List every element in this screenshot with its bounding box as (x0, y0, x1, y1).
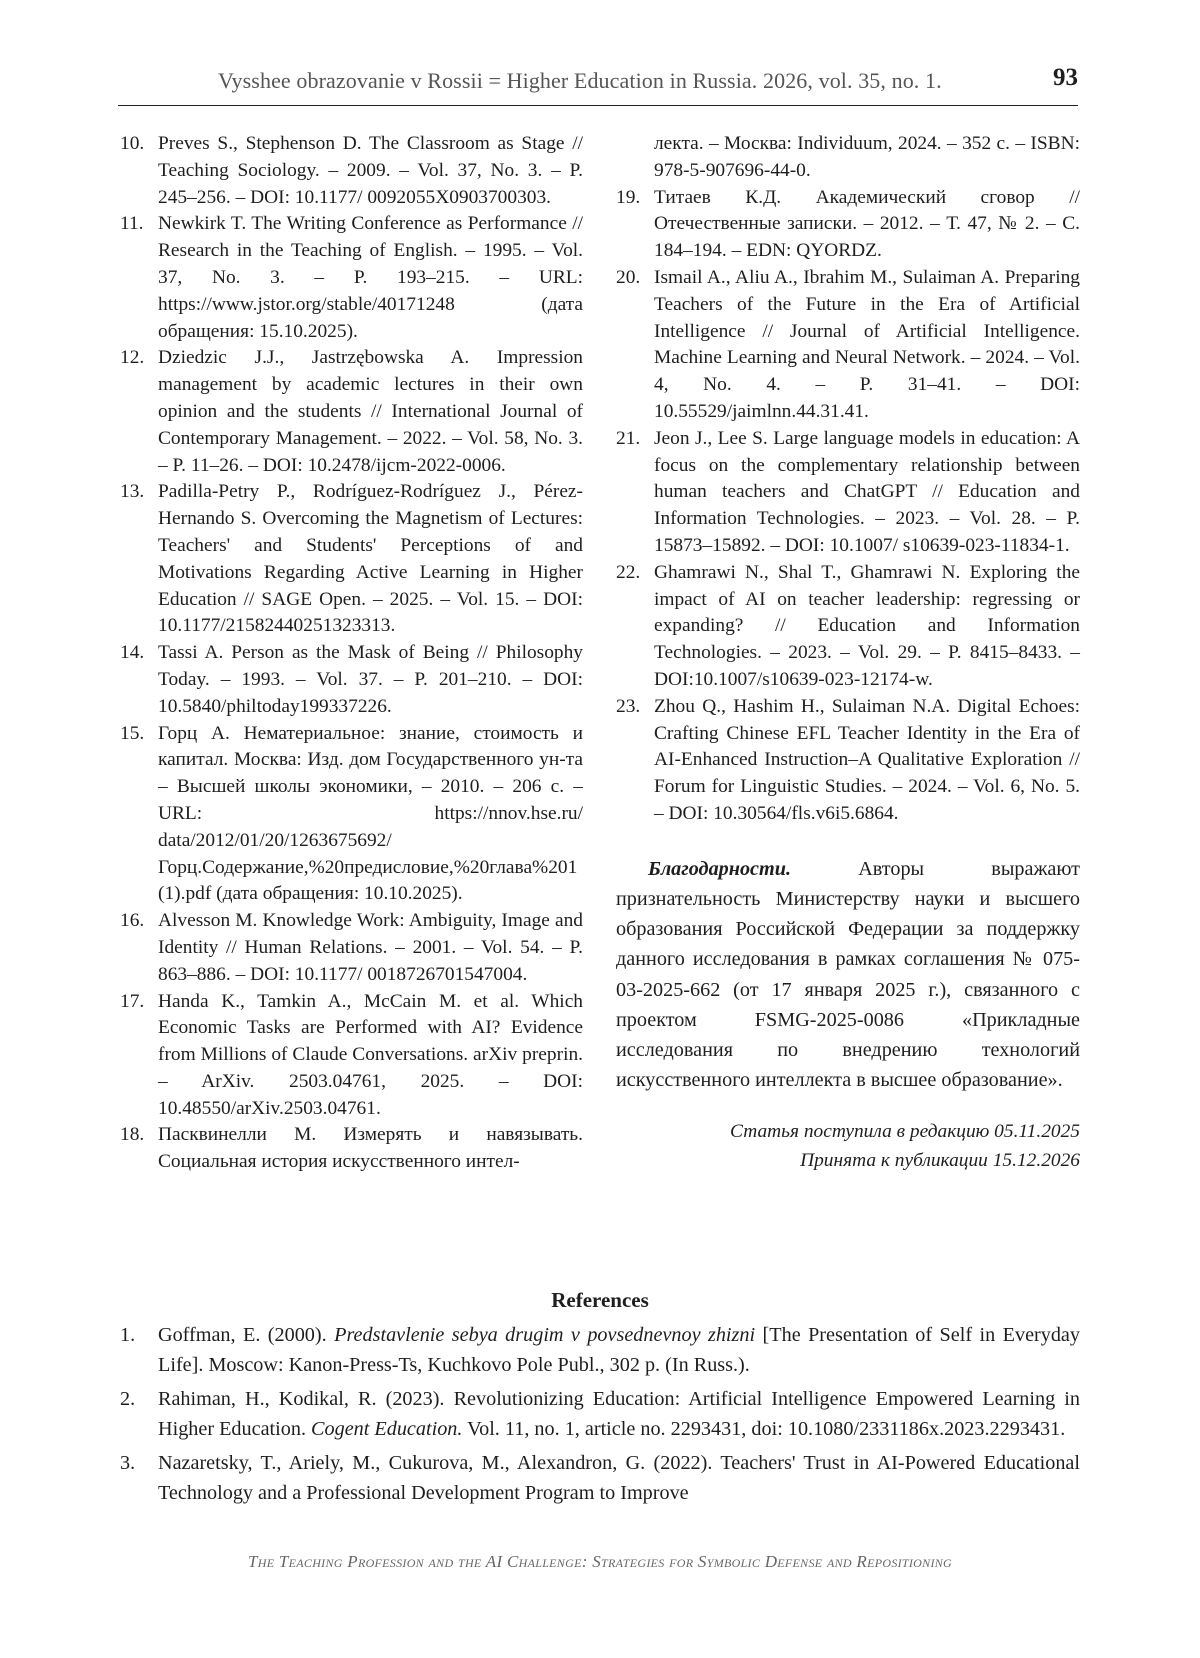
reference-continuation: лекта. – Москва: Individuum, 2024. – 352 с. – ISBN: 978-5-907696-44-0. (654, 133, 1080, 181)
reference-number: 1. (120, 1324, 136, 1346)
reference-number: 10. (120, 133, 145, 154)
reference-number: 15. (120, 722, 145, 744)
reference-item (120, 131, 583, 211)
reference-item (120, 345, 583, 479)
reference-item (120, 1320, 1080, 1380)
reference-number: 11. (120, 213, 144, 235)
reference-item (616, 694, 1080, 828)
reference-item (120, 1384, 1080, 1444)
reference-item (120, 908, 583, 988)
reference-text: Rahiman, H., Kodikal, R. (2023). Revolutionizing Education: Artificial Intelligence Empowered Learning in Higher Education. Cogent Education. Vol. 11, no. 1, article no. 2293431, doi: 10.1080/2331186x.2023.2293431. (158, 1388, 1080, 1440)
right-column (616, 131, 1080, 1175)
reference-text: Goffman, E. (2000). Predstavlenie sebya drugim v povsednevnoy zhizni [The Presentation of Self in Everyday Life]. Moscow: Kanon-Press-Ts, Kuchkovo Pole Publ., 302 p. (In Russ.). (158, 1324, 1080, 1376)
accepted-date: Принята к публикации 15.12.2026 (800, 1150, 1080, 1172)
reference-item (616, 560, 1080, 694)
reference-text: Горц А. Нематериальное: знание, стоимость и капитал. Москва: Изд. дом Государственного ун-та – Высшей школы экономики, – 2010. – 206 с. – URL: https://nnov.hse.ru/ data/2012/01/20/1263675692/Горц.Содержание,%20предисловие,%20глава%201(1).pdf (дата обращения: 10.10.2025). (158, 722, 583, 905)
reference-text: Ghamrawi N., Shal T., Ghamrawi N. Exploring the impact of AI on teacher leadership: regressing or expanding? // Education and Information Technologies. – 2023. – Vol. 29. – P. 8415–8433. – DOI:10.1007/s10639-023-12174-w. (654, 561, 1080, 690)
reference-text: Padilla-Petry P., Rodríguez-Rodríguez J., Pérez-Hernando S. Overcoming the Magnetism of Lectures: Teachers' and Students' Perceptions of and Motivations Regarding Active Learning in Higher Education // SAGE Open. – 2025. – Vol. 15. – DOI: 10.1177/21582440251323313. (158, 481, 583, 637)
article-dates (616, 1117, 1080, 1175)
reference-item (616, 185, 1080, 265)
reference-item (120, 640, 583, 720)
reference-number: 21. (616, 427, 641, 449)
running-header (118, 58, 1078, 106)
reference-number: 20. (616, 266, 641, 288)
reference-item (616, 426, 1080, 560)
acknowledgement (616, 854, 1080, 1096)
reference-item (120, 211, 583, 345)
acknowledgement-text: Авторы выражают признательность Министерству науки и высшего образования Российской Федерации за поддержку данного исследования в рамках соглашения № 075-03-2025-662 (от 17 января 2025 г.), связанного с проектом FSMG-2025-0086 «Прикладные исследования по внедрению технологий искусственного интеллекта в высшее образование». (616, 857, 1080, 1092)
reference-number: 18. (120, 1124, 145, 1146)
reference-text: Handa K., Tamkin A., McCain M. et al. Which Economic Tasks are Performed with AI? Evidence from Millions of Claude Conversations. arXiv preprin. – ArXiv. 2503.04761, 2025. – DOI: 10.48550/arXiv.2503.04761. (158, 990, 583, 1119)
reference-item (120, 989, 583, 1123)
journal-title: Vysshee obrazovanie v Rossii = Higher Education in Russia. 2026, vol. 35, no. 1. (218, 68, 942, 93)
reference-text: Alvesson M. Knowledge Work: Ambiguity, Image and Identity // Human Relations. – 2001. – Vol. 54. – P. 863–886. – DOI: 10.1177/ 0018726701547004. (158, 910, 583, 985)
references-list (120, 1320, 1080, 1512)
reference-text: Ismail A., Aliu A., Ibrahim M., Sulaiman A. Preparing Teachers of the Future in the Era of Artificial Intelligence // Journal of Artificial Intelligence. Machine Learning and Neural Network. – 2024. – Vol. 4, No. 4. – P. 31–41. – DOI: 10.55529/jaimlnn.44.31.41. (654, 266, 1080, 422)
reference-text: Титаев К.Д. Академический сговор // Отечественные записки. – 2012. – Т. 47, № 2. – С. 184–194. – EDN: QYORDZ. (654, 186, 1080, 262)
reference-number: 17. (120, 990, 145, 1012)
references-heading: References (551, 1288, 649, 1312)
reference-item (120, 479, 583, 640)
reference-text: Newkirk T. The Writing Conference as Performance // Research in the Teaching of English. – 1995. – Vol. 37, No. 3. – P. 193–215. – URL: https://www.jstor.org/stable/40171248 (дата обращения: 15.10.2025). (158, 213, 583, 342)
reference-number: 22. (616, 561, 641, 583)
received-date: Статья поступила в редакцию 05.11.2025 (730, 1121, 1080, 1143)
reference-text: Dziedzic J.J., Jastrzębowska A. Impression management by academic lectures in their own opinion and the students // International Journal of Contemporary Management. – 2022. – Vol. 58, No. 3. – P. 11–26. – DOI: 10.2478/ijcm-2022-0006. (158, 347, 583, 476)
reference-text: Zhou Q., Hashim H., Sulaiman N.A. Digital Echoes: Crafting Chinese EFL Teacher Identity in the Era of AI-Enhanced Instruction–A Qualitative Exploration // Forum for Linguistic Studies. – 2024. – Vol. 6, No. 5. – DOI: 10.30564/fls.v6i5.6864. (654, 695, 1080, 824)
reference-number: 23. (616, 695, 641, 717)
reference-number: 3. (120, 1452, 136, 1474)
reference-item (616, 265, 1080, 426)
reference-text: Jeon J., Lee S. Large language models in education: A focus on the complementary relationship between human teachers and ChatGPT // Education and Information Technologies. – 2023. – Vol. 28. – P. 15873–15892. – DOI: 10.1007/ s10639-023-11834-1. (654, 427, 1080, 556)
acknowledgement-lead: Благодарности. (648, 857, 791, 880)
reference-item (120, 1122, 583, 1176)
reference-number: 13. (120, 481, 145, 503)
page-number: 93 (1053, 64, 1078, 91)
reference-number: 19. (616, 186, 641, 208)
left-column (120, 131, 583, 1176)
reference-text: Пасквинелли М. Измерять и навязывать. Социальная история искусственного интел- (158, 1124, 583, 1173)
reference-number: 2. (120, 1388, 136, 1410)
reference-item (120, 1448, 1080, 1508)
reference-item (120, 721, 583, 909)
reference-text: Preves S., Stephenson D. The Classroom as Stage // Teaching Sociology. – 2009. – Vol. 37, No. 3. – P. 245–256. – DOI: 10.1177/ 0092055X0903700303. (158, 133, 583, 208)
reference-text: Tassi A. Person as the Mask of Being // Philosophy Today. – 1993. – Vol. 37. – P. 201–210. – DOI: 10.5840/philtoday199337226. (158, 642, 583, 717)
running-footer: The Teaching Profession and the AI Challenge: Strategies for Symbolic Defense and Repositioning (247, 1552, 953, 1571)
reference-number: 12. (120, 347, 145, 369)
reference-number: 14. (120, 642, 145, 664)
reference-number: 16. (120, 910, 145, 932)
reference-text: Nazaretsky, T., Ariely, M., Cukurova, M., Alexandron, G. (2022). Teachers' Trust in AI-Powered Educational Technology and a Professional Development Program to Improve (158, 1452, 1080, 1504)
